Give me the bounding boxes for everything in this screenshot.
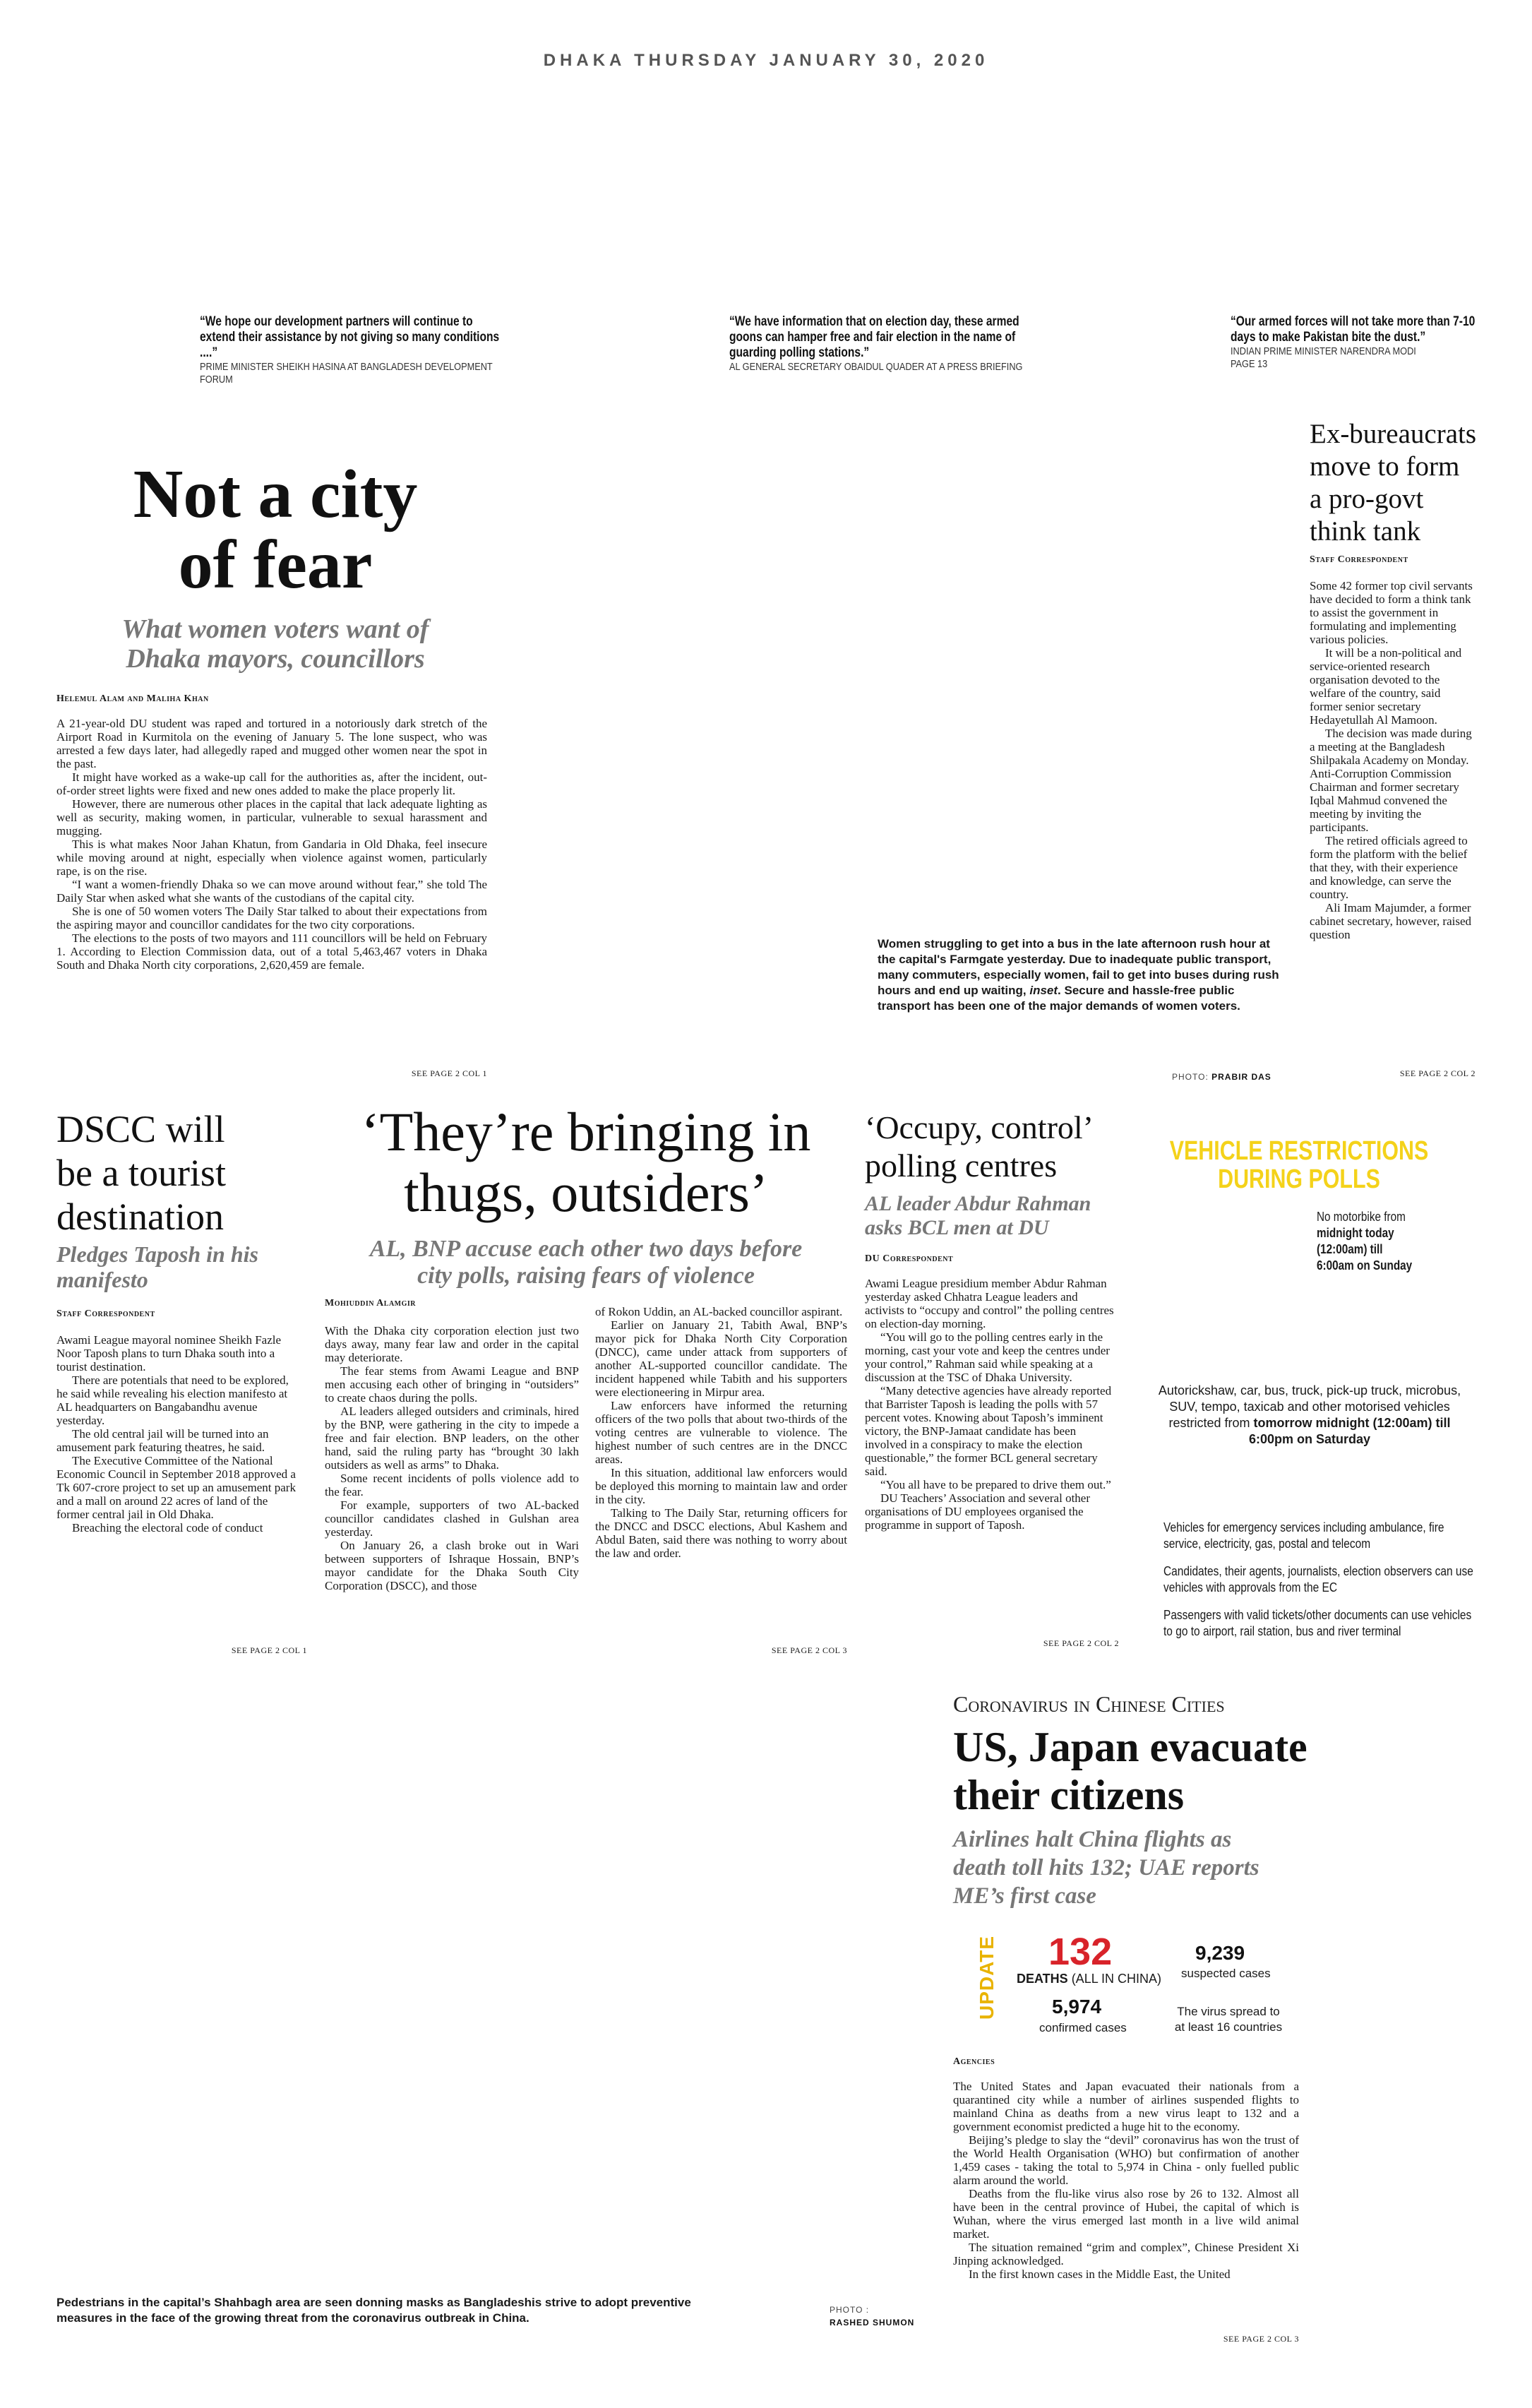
paragraph: of Rokon Uddin, an AL-backed councillor aspirant. bbox=[595, 1305, 843, 1318]
paragraph: AL leaders alleged outsiders and criminals, hired by the BNP, were gathering in the city to impede a free and fair election. BNP leaders, on the other hand, said the ruling party has “brought 30 lakh outsiders as well as arms” to Dhaka. bbox=[325, 1405, 579, 1472]
vehicle-exemptions bbox=[1163, 1520, 1474, 1651]
paragraph: Beijing’s pledge to slay the “devil” coronavirus has won the trust of the World Health Organisation (WHO) but confirmation of another 1,459 cases - taking the total to 5,974 in China - only fuelled public alarm around the world. bbox=[953, 2133, 1299, 2187]
quote-text: “We have information that on election day, these armed goons can hamper free and fair election in the name of guarding polling stations.” bbox=[729, 314, 1019, 360]
exbureau-headline bbox=[1310, 418, 1521, 548]
spread-line: The virus spread to bbox=[1177, 2005, 1280, 2018]
quote-source: PRIME MINISTER SHEIKH HASINA AT BANGLADESH DEVELOPMENT FORUM bbox=[200, 361, 493, 386]
lead-subtitle-line: What women voters want of bbox=[121, 614, 429, 644]
thugs-byline: Mohiuddin Alamgir bbox=[325, 1298, 416, 1309]
vehicle-other-text: Autorickshaw, car, bus, truck, pick-up truck, microbus, SUV, tempo, taxicab and other motorised vehicles restricted from bbox=[1158, 1383, 1461, 1430]
credit-label: PHOTO: bbox=[1172, 1072, 1212, 1082]
lead-headline-line: Not a city bbox=[133, 456, 418, 532]
thugs-body-col2 bbox=[595, 1305, 847, 1560]
headline-line: polling centres bbox=[865, 1148, 1058, 1184]
paragraph: “You will go to the polling centres early in the morning, cast your vote and keep the centres under your control,” Rahman said while speaking at a discussion at the TSC of Dhaka University. bbox=[865, 1330, 1110, 1384]
quote-3 bbox=[1231, 314, 1478, 371]
dscc-see-page: SEE PAGE 2 COL 1 bbox=[231, 1645, 307, 1655]
paragraph: Some 42 former top civil servants have decided to form a think tank to assist the government in formulating and implementing various policies. bbox=[1310, 579, 1473, 646]
vehicle-motorbike-time: 6:00am on Sunday bbox=[1317, 1258, 1413, 1272]
quote-source: AL GENERAL SECRETARY OBAIDUL QUADER AT A PRESS BRIEFING bbox=[729, 361, 1023, 373]
quote-text: “Our armed forces will not take more than 7-10 days to make Pakistan bite the dust.” bbox=[1231, 314, 1476, 345]
headline-line: Ex-bureaucrats bbox=[1310, 419, 1477, 449]
subtitle-line: death toll hits 132; UAE reports bbox=[953, 1855, 1259, 1880]
quote-2 bbox=[729, 314, 1047, 374]
deaths-label bbox=[1017, 1972, 1161, 1986]
confirmed-number: 5,974 bbox=[1052, 1996, 1102, 2017]
paragraph: Some recent incidents of polls violence add to the fear. bbox=[325, 1472, 579, 1498]
paragraph: The Executive Committee of the National Economic Council in September 2018 approved a Tk 607-crore project to set up an amusement park and a mall on around 22 acres of land of the former central jail in Old Dhaka. bbox=[56, 1454, 296, 1521]
lead-headline-line: of fear bbox=[178, 527, 373, 603]
corona-byline: Agencies bbox=[953, 2056, 995, 2067]
occupy-see-page: SEE PAGE 2 COL 2 bbox=[1043, 1638, 1119, 1648]
paragraph: It might have worked as a wake-up call for the authorities as, after the incident, out-of-order street lights were fixed and new ones added to make the place properly lit. bbox=[56, 770, 487, 797]
vehicle-motorbike-time: midnight today bbox=[1317, 1226, 1394, 1240]
paragraph: With the Dhaka city corporation election just two days away, many fear law and order in the capital may deteriorate. bbox=[325, 1324, 579, 1364]
photo-credit-shahbagh bbox=[830, 2303, 914, 2329]
occupy-byline: DU Correspondent bbox=[865, 1253, 954, 1264]
exbureau-byline: Staff Correspondent bbox=[1310, 554, 1408, 565]
lead-headline bbox=[56, 456, 494, 603]
thugs-headline bbox=[325, 1102, 847, 1223]
headline-line: move to form bbox=[1310, 451, 1460, 482]
headline-line: thugs, outsiders’ bbox=[404, 1162, 768, 1223]
vehicle-restrictions-title bbox=[1163, 1137, 1435, 1193]
credit-label: PHOTO : bbox=[830, 2305, 870, 2315]
caption-inset: inset bbox=[1029, 984, 1058, 997]
paragraph: On January 26, a clash broke out in Wari between supporters of Ishraque Hossain, BNP’s mayor candidate for the Dhaka South City Corporation (DSCC), and those bbox=[325, 1539, 579, 1592]
photo-caption-bus bbox=[878, 936, 1280, 1014]
lead-see-page: SEE PAGE 2 COL 1 bbox=[411, 1068, 487, 1078]
vehicle-other bbox=[1147, 1383, 1472, 1448]
thugs-see-page: SEE PAGE 2 COL 3 bbox=[771, 1645, 847, 1655]
paragraph: In this situation, additional law enforcers would be deployed this morning to maintain law and order in the city. bbox=[595, 1466, 847, 1506]
subtitle-line: AL, BNP accuse each other two days before bbox=[369, 1236, 803, 1262]
paragraph: The United States and Japan evacuated their nationals from a quarantined city while a number of airlines suspended flights to mainland China as deaths from a new virus leapt to 132 and a government economist predicted a huge hit to the economy. bbox=[953, 2080, 1299, 2133]
occupy-subtitle bbox=[865, 1192, 1147, 1240]
headline-line: destination bbox=[56, 1196, 224, 1238]
paragraph: Ali Imam Majumder, a former cabinet secretary, however, raised question bbox=[1310, 901, 1472, 941]
paragraph: Earlier on January 21, Tabith Awal, BNP’s mayor pick for Dhaka North City Corporation (DNCC), came under attack from supporters of another AL-supported councillor candidate. The incident happened while Tabith and his supporters were electioneering in Mirpur area. bbox=[595, 1318, 847, 1399]
corona-kicker: Coronavirus in Chinese Cities bbox=[953, 1691, 1225, 1717]
paragraph: “I want a women-friendly Dhaka so we can move around without fear,” she told The Daily Star when asked what she wants of the custodians of the capital city. bbox=[56, 878, 487, 905]
thugs-subtitle bbox=[325, 1236, 847, 1289]
caption-line: Pedestrians in the capital’s Shahbagh area are seen donning masks as Bangladeshis strive to adopt preventive bbox=[56, 2296, 691, 2309]
subtitle-line: ME’s first case bbox=[953, 1883, 1096, 1909]
corona-see-page: SEE PAGE 2 COL 3 bbox=[1223, 2334, 1299, 2344]
paragraph: Talking to The Daily Star, returning officers for the DNCC and DSCC elections, Abul Kashem and Abdul Baten, said there was nothing to worry about the law and order. bbox=[595, 1506, 847, 1560]
headline-line: US, Japan evacuate bbox=[953, 1724, 1307, 1770]
subtitle-line: Pledges Taposh in his bbox=[56, 1241, 258, 1267]
vehicle-other-time: tomorrow midnight (12:00am) till bbox=[1253, 1416, 1451, 1430]
lead-byline: Helemul Alam and Maliha Khan bbox=[56, 693, 209, 704]
subtitle-line: AL leader Abdur Rahman bbox=[865, 1192, 1091, 1215]
deaths-number: 132 bbox=[1048, 1931, 1113, 1973]
credit-name: RASHED SHUMON bbox=[830, 2318, 915, 2327]
paragraph: Deaths from the flu-like virus also rose by 26 to 132. Almost all have been in the central province of Hubei, the capital of which is Wuhan, where the virus emerged last month in a live wild animal market. bbox=[953, 2187, 1299, 2241]
paragraph: There are potentials that need to be explored, he said while revealing his election manifesto at AL headquarters on Bangabandhu avenue yesterday. bbox=[56, 1373, 289, 1427]
caption-text: . Secure and hassle-free public transport has been one of the major demands of women voters. bbox=[878, 984, 1240, 1013]
paragraph: Awami League mayoral nominee Sheikh Fazle Noor Taposh plans to turn Dhaka south into a tourist destination. bbox=[56, 1333, 282, 1373]
paragraph: It will be a non-political and service-oriented research organisation devoted to the welfare of the country, said former senior secretary Hedayetullah Al Mamoon. bbox=[1310, 646, 1462, 727]
spread-label bbox=[1165, 2004, 1292, 2035]
spread-line: at least 16 countries bbox=[1174, 2020, 1283, 2034]
vehicle-motorbike bbox=[1317, 1209, 1479, 1274]
exbureau-see-page: SEE PAGE 2 COL 2 bbox=[1399, 1068, 1476, 1078]
update-label: UPDATE bbox=[976, 1935, 998, 2020]
paragraph: The fear stems from Awami League and BNP men accusing each other of bringing in “outsiders” to create chaos during the polls. bbox=[325, 1364, 579, 1405]
credit-name: PRABIR DAS bbox=[1211, 1072, 1271, 1082]
quote-1 bbox=[200, 314, 510, 386]
title-line: VEHICLE RESTRICTIONS bbox=[1169, 1136, 1429, 1166]
corona-subtitle bbox=[953, 1825, 1348, 1910]
paragraph: In the first known cases in the Middle East, the United bbox=[969, 2267, 1231, 2281]
confirmed-label: confirmed cases bbox=[1039, 2021, 1127, 2034]
thugs-body-col1 bbox=[325, 1324, 579, 1592]
quote-source: INDIAN PRIME MINISTER NARENDRA MODI bbox=[1231, 345, 1416, 357]
vehicle-motorbike-time: (12:00am) till bbox=[1317, 1242, 1383, 1256]
subtitle-line: Airlines halt China flights as bbox=[953, 1827, 1232, 1852]
paragraph: A 21-year-old DU student was raped and tortured in a notoriously dark stretch of the Airport Road in Kurmitola on the evening of January 5. The lone suspect, who was arrested a few days later, had allegedly raped and mugged other women near the spot in the past. bbox=[56, 717, 487, 770]
paragraph: The elections to the posts of two mayors and 111 councillors will be held on February 1. According to Election Commission data, out of a total 5,463,467 voters in Dhaka South and Dhaka North city corporations, 2,620,459 are female. bbox=[56, 931, 487, 972]
paragraph: “Many detective agencies have already reported that Barrister Taposh is leading the polls with 57 percent votes. Knowing about Taposh’s imminent victory, the BNP-Jamaat candidate has been involved in a conspiracy to make the election questionable,” the former BCL general secretary said. bbox=[865, 1384, 1112, 1478]
headline-line: ‘Occupy, control’ bbox=[865, 1109, 1094, 1145]
deaths-label-main: DEATHS bbox=[1017, 1972, 1068, 1986]
quote-page: PAGE 13 bbox=[1231, 358, 1268, 370]
paragraph: DU Teachers’ Association and several other organisations of DU employees organised the programme in support of Taposh. bbox=[865, 1491, 1090, 1532]
subtitle-line: manifesto bbox=[56, 1267, 148, 1292]
caption-text: Women struggling to get into a bus in the late afternoon rush hour at the capital's Farmgate yesterday. Due to inadequate public transport, many commuters, especially women, fail to get into buses during rush hours and end up waiting, bbox=[878, 937, 1279, 997]
paragraph: She is one of 50 women voters The Daily Star talked to about their expectations from the aspiring mayor and councillor candidates for the two city corporations. bbox=[56, 905, 487, 931]
paragraph: The situation remained “grim and complex”, Chinese President Xi Jinping acknowledged. bbox=[953, 2241, 1299, 2267]
suspected-label: suspected cases bbox=[1181, 1967, 1271, 1980]
photo-caption-shahbagh bbox=[56, 2295, 805, 2326]
title-line: DURING POLLS bbox=[1218, 1164, 1380, 1194]
lead-subtitle-line: Dhaka mayors, councillors bbox=[126, 644, 425, 674]
dateline: DHAKA THURSDAY JANUARY 30, 2020 bbox=[543, 51, 989, 70]
quote-text: “We hope our development partners will continue to extend their assistance by not giving so many conditions ....” bbox=[200, 314, 500, 360]
paragraph: This is what makes Noor Jahan Khatun, from Gandaria in Old Dhaka, feel insecure while moving around at night, especially when violence against women, particularly rape, is on the rise. bbox=[56, 838, 487, 878]
exemption-item: Passengers with valid tickets/other documents can use vehicles to go to airport, rail station, bus and river terminal bbox=[1163, 1608, 1472, 1638]
lead-body bbox=[56, 717, 487, 972]
paragraph: However, there are numerous other places in the capital that lack adequate lighting as well as security, making women, in particular, vulnerable to sexual harassment and mugging. bbox=[56, 797, 487, 838]
exemption-item: Vehicles for emergency services including ambulance, fire service, electricity, gas, postal and telecom bbox=[1163, 1520, 1444, 1551]
headline-line: a pro-govt bbox=[1310, 484, 1424, 514]
paragraph: “You all have to be prepared to drive them out.” bbox=[880, 1478, 1111, 1491]
subtitle-line: asks BCL men at DU bbox=[865, 1216, 1049, 1239]
lead-subtitle bbox=[56, 614, 494, 674]
dscc-subtitle bbox=[56, 1241, 325, 1292]
deaths-label-sub: (ALL IN CHINA) bbox=[1071, 1972, 1162, 1986]
exbureau-body bbox=[1310, 579, 1476, 941]
headline-line: DSCC will bbox=[56, 1108, 225, 1150]
corona-body bbox=[953, 2080, 1299, 2281]
dscc-headline bbox=[56, 1107, 325, 1239]
dscc-byline: Staff Correspondent bbox=[56, 1309, 155, 1319]
photo-credit-bus bbox=[1172, 1072, 1271, 1082]
paragraph: The old central jail will be turned into an amusement park featuring theatres, he said. bbox=[56, 1427, 269, 1454]
suspected-number: 9,239 bbox=[1195, 1942, 1245, 1964]
vehicle-motorbike-pre: No motorbike from bbox=[1317, 1210, 1406, 1224]
headline-line: think tank bbox=[1310, 516, 1421, 547]
headline-line: ‘They’re bringing in bbox=[361, 1101, 811, 1162]
occupy-headline bbox=[865, 1109, 1147, 1185]
paragraph: The decision was made during a meeting at the Bangladesh Shilpakala Academy on Monday. Anti-Corruption Commission Chairman and former secretary Iqbal Mahmud convened the meeting by inviting the participants. bbox=[1310, 727, 1472, 834]
paragraph: Law enforcers have informed the returning officers of the two polls that about two-thirds of the voting centres are vulnerable to violence. The highest number of such centres are in the DNCC areas. bbox=[595, 1399, 847, 1466]
paragraph: Breaching the electoral code of conduct bbox=[72, 1521, 263, 1534]
headline-line: be a tourist bbox=[56, 1152, 226, 1194]
paragraph: For example, supporters of two AL-backed councillor candidates clashed in Gulshan area yesterday. bbox=[325, 1498, 579, 1539]
caption-line: measures in the face of the growing threat from the coronavirus outbreak in China. bbox=[56, 2311, 529, 2325]
vehicle-other-time: 6:00pm on Saturday bbox=[1248, 1432, 1371, 1446]
subtitle-line: city polls, raising fears of violence bbox=[417, 1263, 755, 1289]
dscc-body bbox=[56, 1333, 297, 1534]
headline-line: their citizens bbox=[953, 1772, 1185, 1818]
corona-headline bbox=[953, 1723, 1348, 1819]
exemption-item: Candidates, their agents, journalists, election observers can use vehicles with approvals from the EC bbox=[1163, 1564, 1473, 1595]
paragraph: The retired officials agreed to form the platform with the belief that they, with their experience and knowledge, can serve the country. bbox=[1310, 834, 1468, 901]
occupy-body bbox=[865, 1277, 1119, 1532]
paragraph: Awami League presidium member Abdur Rahman yesterday asked Chhatra League leaders and activists to “occupy and control” the polling centres on election-day morning. bbox=[865, 1277, 1114, 1330]
